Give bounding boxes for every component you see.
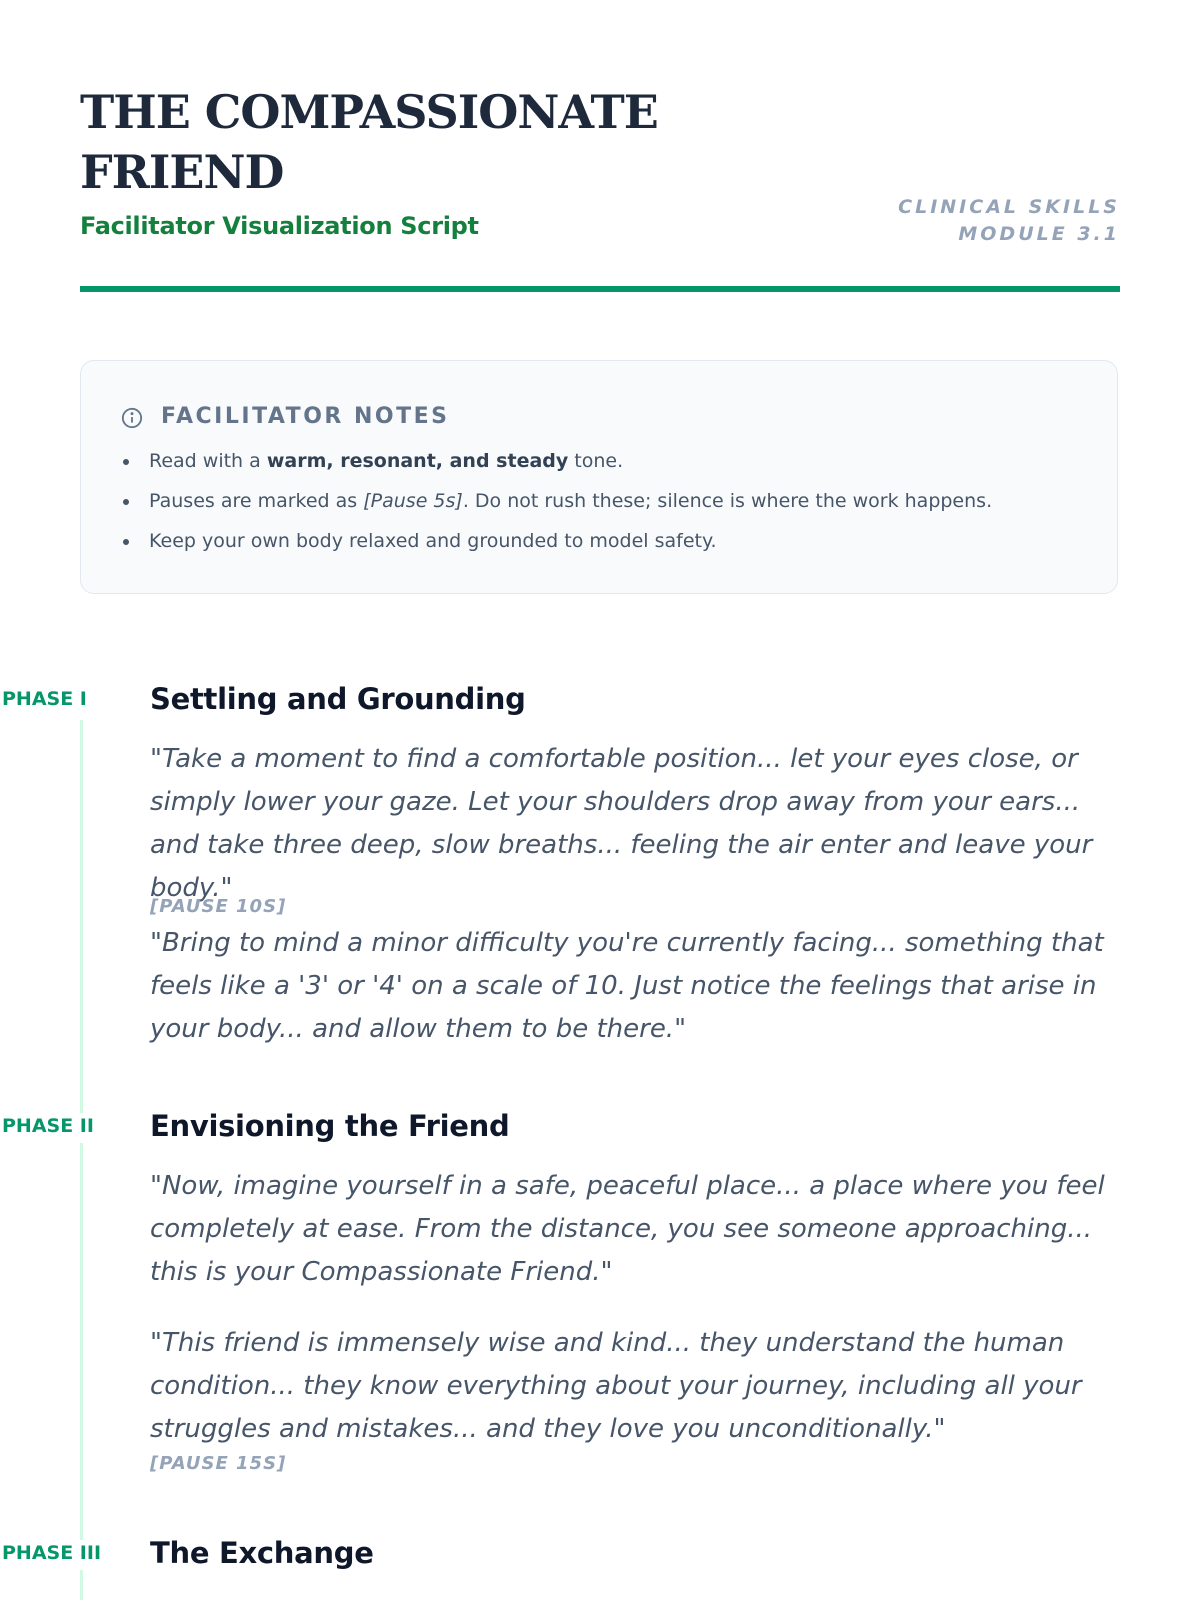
notes-item: Read with a warm, resonant, and steady tone. [121,447,992,487]
notes-item: Keep your own body relaxed and grounded to model safety. [121,527,992,567]
phase-title: Settling and Grounding [150,682,526,716]
header-divider [80,286,1120,292]
timeline-line [80,720,83,1600]
document-subtitle: Facilitator Visualization Script [80,212,479,240]
phase-title: The Exchange [150,1536,374,1570]
phase-label: PHASE II [2,1113,94,1143]
script-paragraph: "Bring to mind a minor difficulty you're currently facing... something that feels like a '3' or '4' on a scale of 10. Just notice the feelings that arise in your body... and allow them to be there." [150,928,1104,1044]
facilitator-notes-box [80,360,1118,594]
script-paragraph: "This friend is immensely wise and kind... they understand the human condition... they know everything about your journey, including all your struggles and mistakes... and they love you unconditionally." [150,1328,1082,1444]
notes-heading: FACILITATOR NOTES [161,404,450,429]
document-title: THE COMPASSIONATE FRIEND [80,85,658,199]
phase-title: Envisioning the Friend [150,1109,510,1143]
notes-list [121,447,992,567]
module-label: CLINICAL SKILLS MODULE 3.1 [898,196,1120,245]
phase-label: PHASE I [2,686,87,716]
info-icon [121,407,143,429]
pause-marker: [PAUSE 10S] [150,896,287,917]
notes-item: Pauses are marked as [Pause 5s]. Do not rush these; silence is where the work happens. [121,487,992,527]
script-paragraph: "Take a moment to find a comfortable position... let your eyes close, or simply lower your gaze. Let your shoulders drop away from your ears... and take three deep, slow breaths... feeling the air enter and leave your body." [150,744,1093,903]
script-paragraph: "Now, imagine yourself in a safe, peaceful place... a place where you feel completely at ease. From the distance, you see someone approaching... this is your Compassionate Friend." [150,1171,1105,1287]
pause-marker: [PAUSE 15S] [150,1453,287,1474]
phase-label: PHASE III [2,1540,101,1570]
